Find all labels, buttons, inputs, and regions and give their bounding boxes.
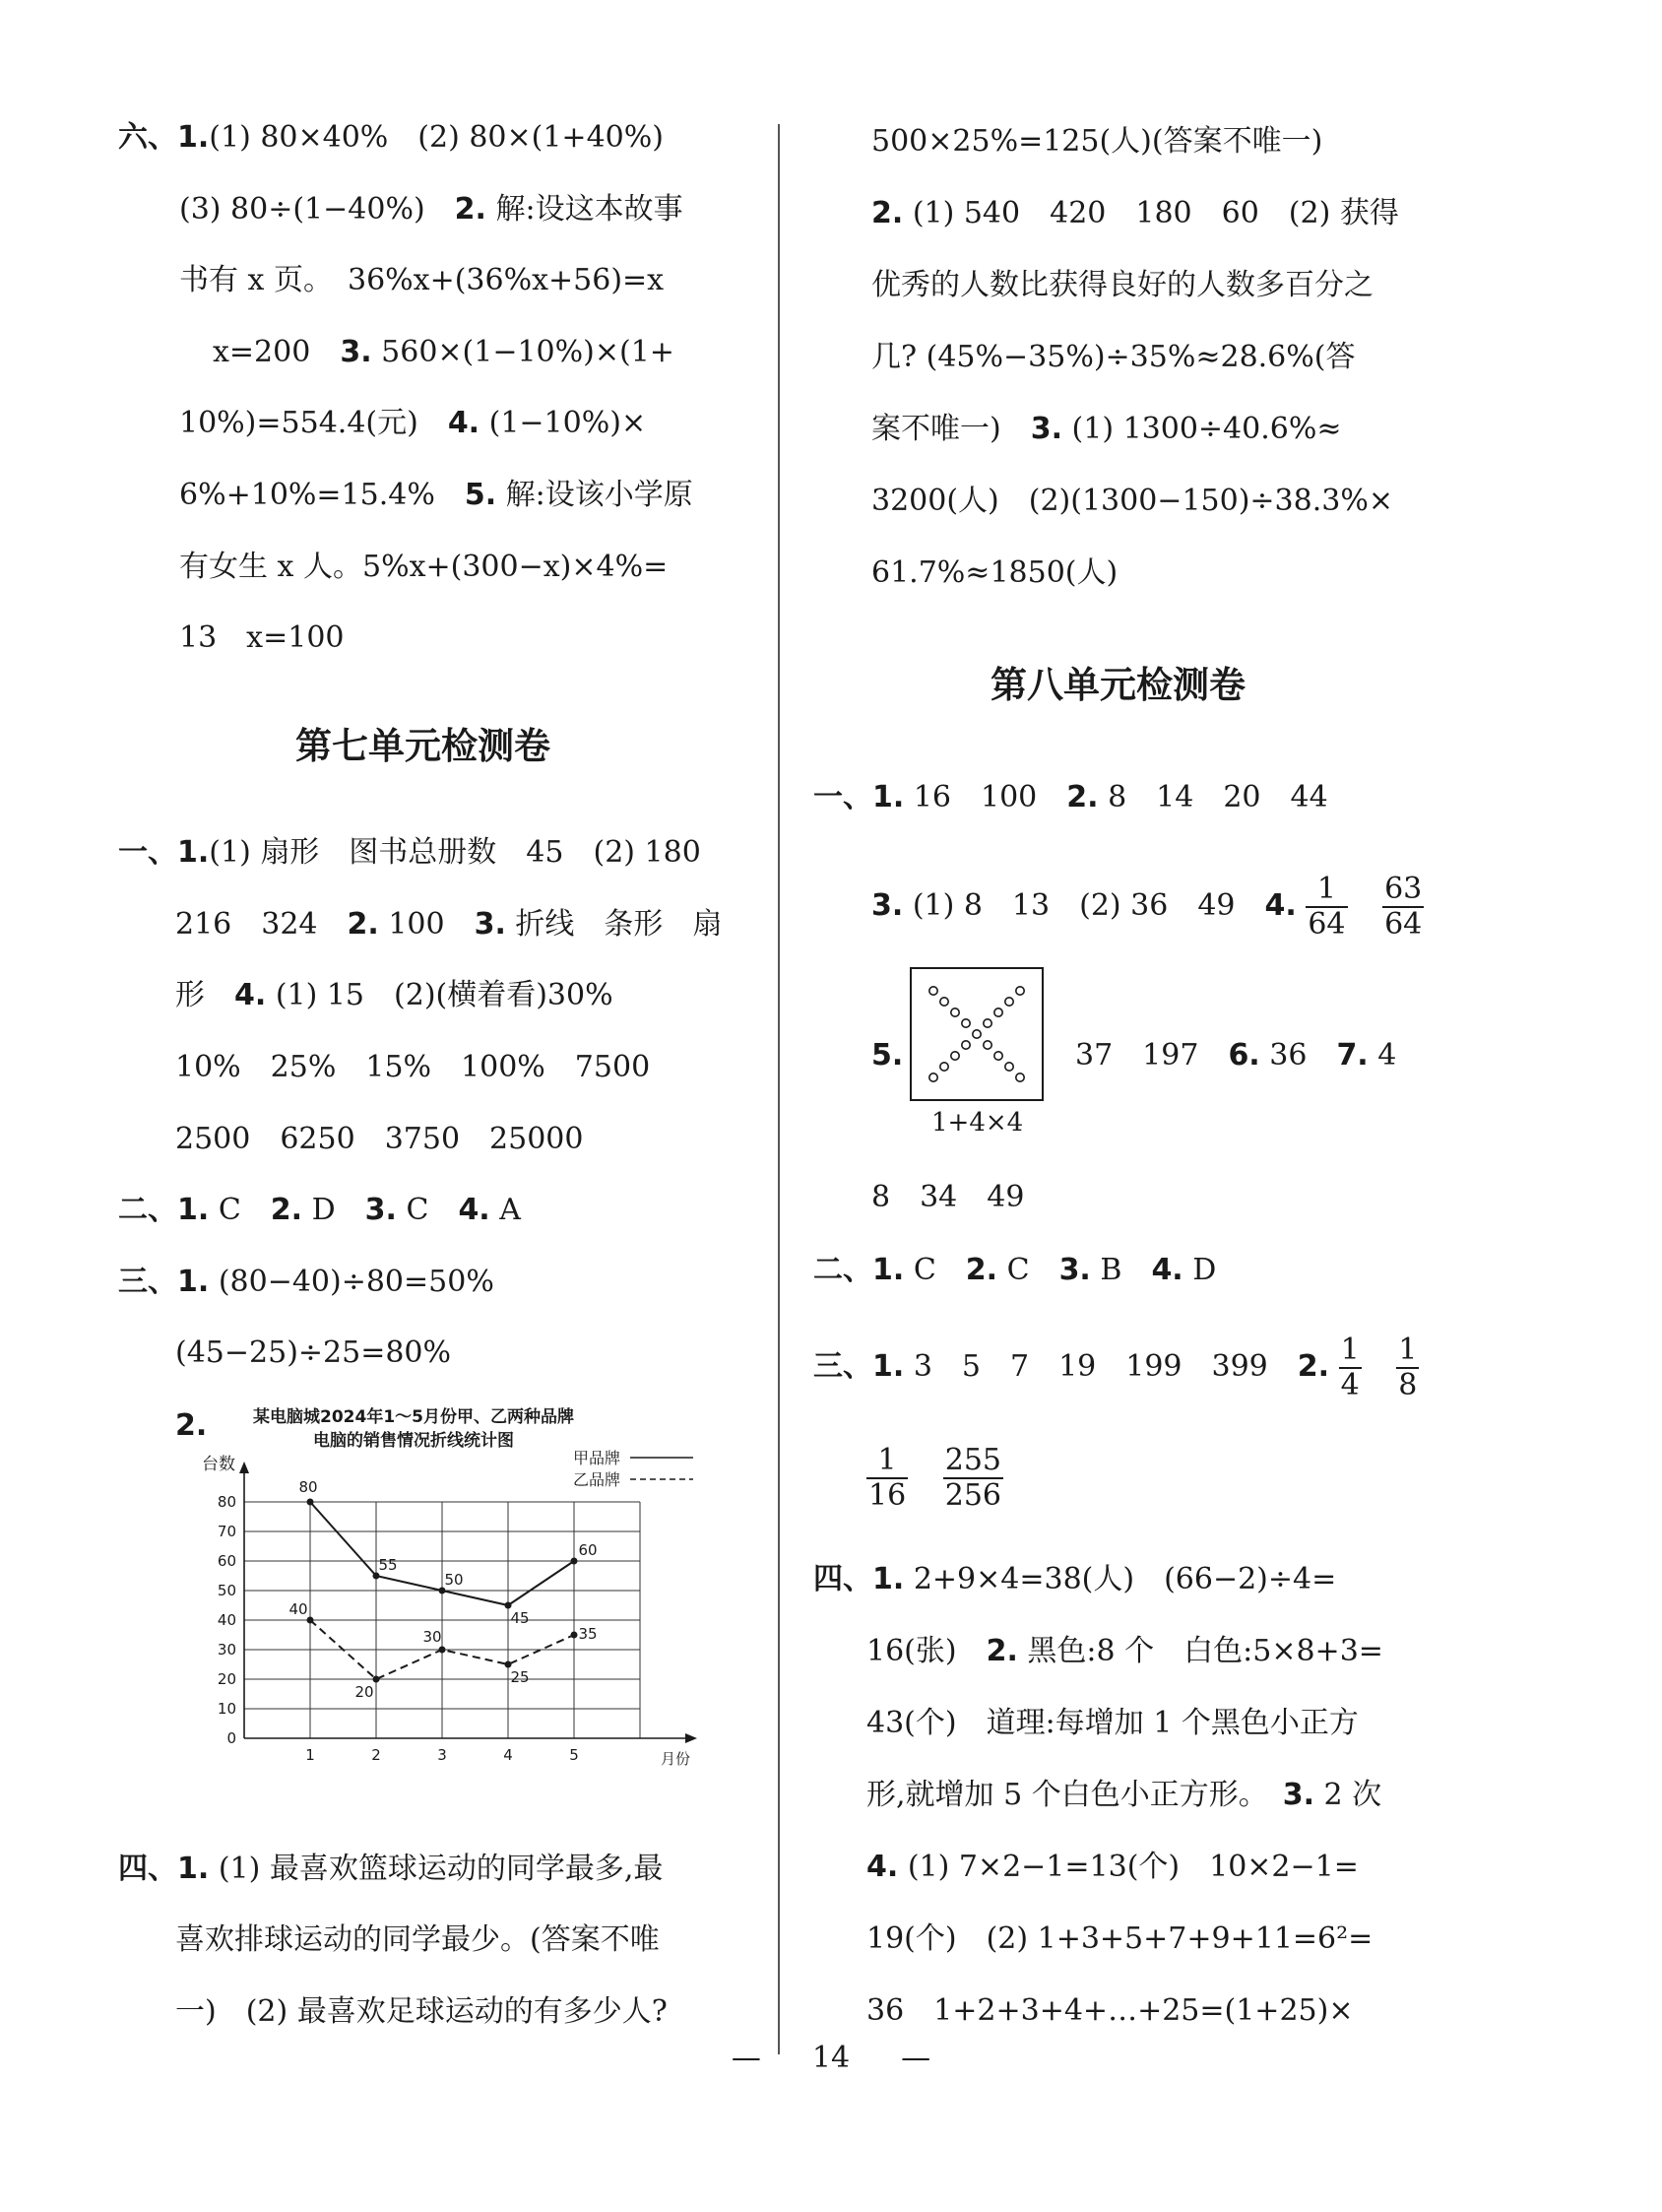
data-point <box>505 1661 512 1668</box>
u7-s1-line-2 <box>175 905 722 944</box>
legend-label: 甲品牌 <box>573 1449 621 1467</box>
numerator: 63 <box>1384 872 1423 906</box>
u8-s4-line-5 <box>866 1848 1359 1887</box>
numerator: 1 <box>1340 1333 1360 1367</box>
y-tick-label: 50 <box>217 1582 236 1599</box>
section-marker: 四、 <box>118 1852 177 1886</box>
fraction <box>1382 873 1424 942</box>
q-number: 1. <box>872 1562 905 1596</box>
numerator: 1 <box>1398 1333 1418 1367</box>
x-tick-label: 5 <box>569 1746 579 1764</box>
u7-s1-line-1 <box>118 833 701 873</box>
section-marker: 三、 <box>118 1265 177 1299</box>
sec6-line-1 <box>118 118 664 158</box>
q-number: 1. <box>177 835 210 870</box>
answer-text: D <box>302 1193 365 1227</box>
y-tick-label: 80 <box>217 1493 236 1511</box>
q-number: 5. <box>871 1038 904 1073</box>
y-tick-label: 60 <box>217 1552 236 1570</box>
r-line-2 <box>871 194 1399 233</box>
fraction <box>1306 873 1347 942</box>
r-line-3: 优秀的人数比获得良好的人数多百分之 <box>871 268 1374 302</box>
q-number: 1. <box>872 780 905 814</box>
pattern-dot <box>994 1052 1002 1060</box>
answer-text: (1) 80×40% (2) 80×(1+40%) <box>209 120 664 155</box>
u8-s1-line-1 <box>813 778 1328 817</box>
data-point <box>307 1499 314 1506</box>
data-label: 45 <box>510 1609 530 1627</box>
figure-caption: 1+4×4 <box>931 1108 1024 1138</box>
sec6-line-3: 书有 x 页。 36%x+(36%x+56)=x <box>179 263 665 297</box>
u8-q5-number <box>871 1036 903 1075</box>
u8-s4-line-4 <box>866 1776 1381 1815</box>
u7-s4-line-2: 喜欢排球运动的同学最少。(答案不唯 <box>175 1922 660 1957</box>
denominator: 4 <box>1340 1368 1360 1402</box>
pattern-dot <box>973 1030 981 1038</box>
q-number: 1. <box>177 1852 210 1886</box>
u8-s1-line-3 <box>1075 1036 1396 1075</box>
page-number-value: 14 <box>811 2041 851 2075</box>
sec6-line-7: 有女生 x 人。5%x+(300−x)×4%= <box>179 550 669 584</box>
answer-text: (1) 扇形 图书总册数 45 (2) 180 <box>209 835 701 870</box>
x-axis-arrow <box>685 1733 697 1743</box>
answer-text: 4 <box>1368 1038 1397 1073</box>
data-label: 25 <box>510 1668 530 1686</box>
q-number: 3. <box>474 907 506 942</box>
q-number: 2. <box>175 1408 208 1443</box>
q-number: 4. <box>234 978 267 1012</box>
numerator: 1 <box>866 1444 908 1479</box>
pattern-dot <box>962 1019 970 1027</box>
data-label: 30 <box>422 1628 442 1646</box>
q-number: 3. <box>871 888 904 923</box>
q-number: 1. <box>872 1253 905 1287</box>
answer-text: 案不唯一) <box>871 412 1031 446</box>
u7-s4-line-3: 一) (2) 最喜欢足球运动的有多少人? <box>175 1994 668 2029</box>
q-number: 4. <box>458 1193 490 1227</box>
pattern-dot <box>940 998 948 1006</box>
answer-text: 36 <box>1259 1038 1337 1073</box>
answer-text: (80−40)÷80=50% <box>209 1265 494 1299</box>
unit7-title: 第七单元检测卷 <box>295 725 550 767</box>
x-tick-label: 3 <box>437 1746 447 1764</box>
r-line-7: 61.7%≈1850(人) <box>871 555 1119 590</box>
fraction <box>943 1444 1003 1513</box>
column-divider <box>778 124 780 2054</box>
answer-text: (1) 最喜欢篮球运动的同学最多,最 <box>209 1852 664 1886</box>
answer-text: C <box>904 1253 966 1287</box>
answer-text: 10%)=554.4(元) <box>179 406 448 440</box>
u7-s1-line-3 <box>175 976 613 1015</box>
q-number: 6. <box>1228 1038 1260 1073</box>
q-number: 3. <box>364 1193 397 1227</box>
x-axis-label: 月份 <box>660 1750 691 1768</box>
section-marker: 三、 <box>813 1349 872 1384</box>
u8-s1-line-4: 8 34 49 <box>871 1180 1025 1214</box>
u7-s1-line-5: 2500 6250 3750 25000 <box>175 1122 584 1156</box>
sec6-line-6 <box>179 476 693 515</box>
answer-text: x=200 <box>213 335 341 369</box>
y-tick-label: 70 <box>217 1523 236 1540</box>
x-tick-label: 1 <box>305 1746 315 1764</box>
chart-grid <box>244 1502 640 1738</box>
section-marker: 六、 <box>118 120 177 155</box>
answer-text: 6%+10%=15.4% <box>179 478 465 512</box>
answer-text: 560×(1−10%)×(1+ <box>371 335 674 369</box>
u8-s4-line-3: 43(个) 道理:每增加 1 个黑色小正方 <box>866 1706 1359 1740</box>
data-point <box>571 1632 578 1639</box>
fraction <box>1339 1334 1362 1402</box>
u8-s4-line-1 <box>813 1560 1336 1599</box>
data-point <box>571 1558 578 1565</box>
q-number: 4. <box>447 406 480 440</box>
denominator: 256 <box>944 1478 1001 1513</box>
pattern-dot <box>929 1073 937 1081</box>
answer-text: B <box>1090 1253 1152 1287</box>
pattern-dot <box>929 987 937 995</box>
numerator: 255 <box>944 1443 1001 1477</box>
answer-text: (3) 80÷(1−40%) <box>179 192 455 227</box>
pattern-dot <box>1005 1063 1013 1071</box>
data-point <box>307 1617 314 1624</box>
y-tick-label: 30 <box>217 1641 236 1659</box>
pattern-dot <box>984 1041 991 1049</box>
q-number: 2. <box>454 192 486 227</box>
section-marker: 一、 <box>118 835 177 870</box>
q-number: 1. <box>872 1349 905 1384</box>
denominator: 16 <box>868 1478 907 1513</box>
section-marker: 四、 <box>813 1562 872 1596</box>
denominator: 64 <box>1308 907 1346 942</box>
answer-text: (1) 15 (2)(横着看)30% <box>266 978 613 1012</box>
section-marker: 二、 <box>118 1193 177 1227</box>
pattern-dot <box>940 1063 948 1071</box>
q-number: 2. <box>986 1634 1018 1668</box>
q-number: 7. <box>1336 1038 1369 1073</box>
data-label: 80 <box>298 1478 318 1496</box>
data-label: 20 <box>354 1683 374 1701</box>
page-number <box>0 2041 1662 2075</box>
denominator: 8 <box>1398 1368 1418 1402</box>
answer-text: (1−10%)× <box>479 406 647 440</box>
answer-text: 折线 条形 扇 <box>505 907 723 942</box>
answer-text: C <box>209 1193 271 1227</box>
dot-pattern-figure <box>910 967 1044 1101</box>
sec6-line-8: 13 x=100 <box>179 620 345 655</box>
dot-circles <box>929 987 1024 1081</box>
q-number: 4. <box>1264 888 1297 923</box>
data-label: 35 <box>578 1625 598 1643</box>
answer-text: (1) 7×2−1=13(个) 10×2−1= <box>898 1850 1359 1884</box>
q-number: 2. <box>1066 780 1099 814</box>
u8-s3-line-1 <box>813 1328 1419 1406</box>
dash-left: — <box>731 2041 761 2075</box>
pattern-dot <box>951 1052 959 1060</box>
y-tick-label: 10 <box>217 1700 236 1718</box>
u7-s1-line-4: 10% 25% 15% 100% 7500 <box>175 1050 651 1084</box>
answer-text: 8 14 20 44 <box>1098 780 1328 814</box>
u8-s2-line <box>813 1251 1216 1290</box>
answer-text: 解:设该小学原 <box>496 478 693 512</box>
y-tick-label: 40 <box>217 1611 236 1629</box>
pattern-dot <box>951 1008 959 1016</box>
answer-text: (1) 540 420 180 60 (2) 获得 <box>903 196 1399 230</box>
chart-title-line-2: 电脑的销售情况折线统计图 <box>313 1431 514 1451</box>
q-number: 2. <box>1297 1349 1330 1384</box>
y-axis-arrow <box>239 1462 249 1473</box>
chart-title-line-1: 某电脑城2024年1～5月份甲、乙两种品牌 <box>253 1407 574 1427</box>
answer-text: (1) 1300÷40.6%≈ <box>1062 412 1342 446</box>
denominator: 64 <box>1384 907 1423 942</box>
answer-text: (1) 8 13 (2) 36 49 <box>903 888 1265 923</box>
section-marker: 一、 <box>813 780 872 814</box>
q-number: 1. <box>177 1193 210 1227</box>
answer-text: C <box>396 1193 459 1227</box>
u7-s2-line <box>118 1191 521 1230</box>
u7-s3-line-2: (45−25)÷25=80% <box>175 1335 452 1370</box>
q-number: 2. <box>965 1253 998 1287</box>
y-axis-label: 台数 <box>202 1455 235 1474</box>
u8-s4-line-6: 19(个) (2) 1+3+5+7+9+11=6²= <box>866 1921 1374 1956</box>
unit8-title: 第八单元检测卷 <box>991 664 1246 706</box>
legend-label: 乙品牌 <box>573 1470 621 1489</box>
u8-s3-line-2 <box>866 1438 1003 1517</box>
q-number: 2. <box>347 907 379 942</box>
r-line-1: 500×25%=125(人)(答案不唯一) <box>871 124 1323 159</box>
q-number: 4. <box>1151 1253 1183 1287</box>
q-number: 3. <box>1058 1253 1091 1287</box>
data-label: 40 <box>288 1600 308 1618</box>
pattern-dot <box>994 1008 1002 1016</box>
answer-text: 16 100 <box>904 780 1067 814</box>
data-point <box>373 1676 380 1683</box>
sec6-line-2 <box>179 190 683 229</box>
r-line-5 <box>871 410 1342 449</box>
u7-s3-line-1 <box>118 1263 494 1302</box>
sec6-line-4 <box>213 333 674 372</box>
numerator: 1 <box>1306 873 1347 908</box>
u8-s4-line-7: 36 1+2+3+4+…+25=(1+25)× <box>866 1993 1354 2028</box>
answer-text: C <box>997 1253 1059 1287</box>
answer-text: 3 5 7 19 199 399 <box>904 1349 1298 1384</box>
q-number: 3. <box>1282 1778 1314 1812</box>
q-number: 3. <box>340 335 372 369</box>
fraction <box>1396 1334 1419 1402</box>
answer-text: 形 <box>175 978 234 1012</box>
pattern-dot <box>962 1041 970 1049</box>
u8-s4-line-2 <box>866 1632 1383 1671</box>
q-number: 2. <box>871 196 904 230</box>
u8-s1-line-2 <box>871 867 1424 945</box>
data-point <box>505 1602 512 1609</box>
section-marker: 二、 <box>813 1253 872 1287</box>
pattern-dot <box>984 1019 991 1027</box>
answer-text: A <box>489 1193 521 1227</box>
u7-s4-line-1 <box>118 1850 663 1889</box>
q-number: 3. <box>1030 412 1062 446</box>
r-line-6: 3200(人) (2)(1300−150)÷38.3%× <box>871 484 1393 518</box>
pattern-dot <box>1016 987 1024 995</box>
fraction <box>866 1444 908 1513</box>
r-line-4: 几? (45%−35%)÷35%≈28.6%(答 <box>871 340 1356 374</box>
q-number: 4. <box>866 1850 899 1884</box>
data-label: 50 <box>444 1571 464 1589</box>
chart-labels <box>202 1406 693 1768</box>
x-tick-label: 2 <box>371 1746 381 1764</box>
answer-text: 2 次 <box>1313 1778 1382 1812</box>
answer-text: 37 197 <box>1075 1038 1229 1073</box>
data-point <box>439 1647 446 1654</box>
data-label: 55 <box>378 1556 398 1574</box>
sales-line-chart <box>197 1399 748 1812</box>
q-number: 1. <box>177 1265 210 1299</box>
answer-text: 216 324 <box>175 907 348 942</box>
pattern-dot <box>1005 998 1013 1006</box>
x-tick-label: 4 <box>503 1746 513 1764</box>
pattern-dot <box>1016 1073 1024 1081</box>
data-label: 60 <box>578 1541 598 1559</box>
q-number: 1. <box>177 120 210 155</box>
y-tick-label: 0 <box>226 1729 236 1747</box>
y-tick-label: 20 <box>217 1670 236 1688</box>
answer-text: 2+9×4=38(人) (66−2)÷4= <box>904 1562 1337 1596</box>
q-number: 2. <box>270 1193 303 1227</box>
answer-text: D <box>1183 1253 1217 1287</box>
answer-text: 16(张) <box>866 1634 987 1668</box>
answer-text: 解:设这本故事 <box>485 192 683 227</box>
q-number: 5. <box>464 478 497 512</box>
dash-right: — <box>901 2041 931 2075</box>
answer-text: 100 <box>378 907 475 942</box>
answer-text: 黑色:8 个 白色:5×8+3= <box>1017 1634 1383 1668</box>
sec6-line-5 <box>179 404 646 443</box>
answer-text: 形,就增加 5 个白色小正方形。 <box>866 1778 1283 1812</box>
